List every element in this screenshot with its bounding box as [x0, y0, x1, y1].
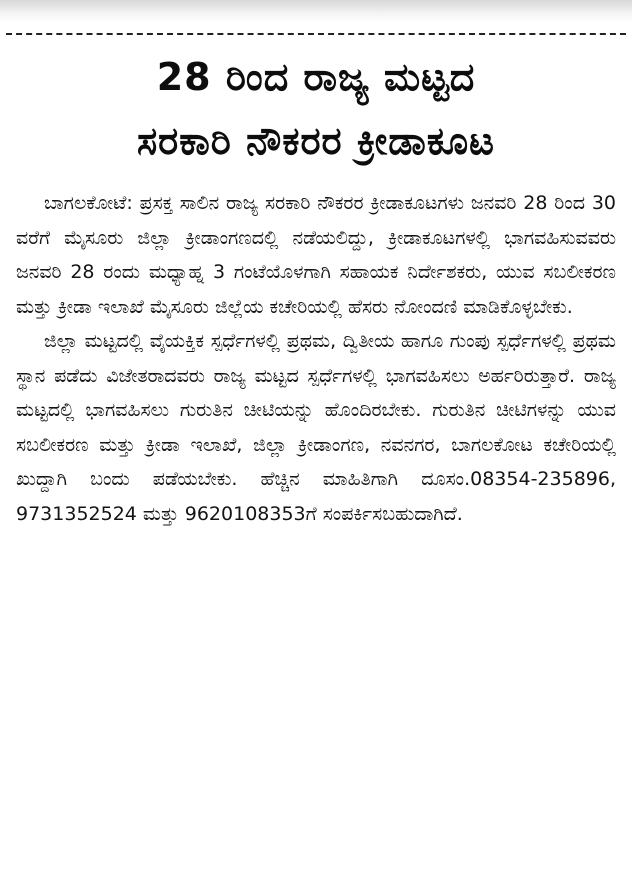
article-body: [16, 186, 616, 531]
scan-top-edge: [0, 0, 632, 22]
headline-line-1: 28 ರಿಂದ ರಾಜ್ಯ ಮಟ್ಟದ: [156, 55, 476, 99]
clipping-border-rule: [6, 33, 626, 35]
newspaper-clipping: [0, 40, 632, 876]
article-paragraph-1: ಬಾಗಲಕೋಟೆ: ಪ್ರಸಕ್ತ ಸಾಲಿನ ರಾಜ್ಯ ಸರಕಾರಿ ನೌಕರರ ಕ್ರೀಡಾಕೂಟಗಳು ಜನವರಿ 28 ರಿಂದ 30 ವರೆಗೆ ಮೈಸೂರು ಜಿಲ್ಲಾ ಕ್ರೀಡಾಂಗಣದಲ್ಲಿ ನಡೆಯಲಿದ್ದು, ಕ್ರೀಡಾಕೂಟಗಳಲ್ಲಿ ಭಾಗವಹಿಸುವವರು ಜನವರಿ 28 ರಂದು ಮಧ್ಯಾಹ್ನ 3 ಗಂಟೆಯೊಳಗಾಗಿ ಸಹಾಯಕ ನಿರ್ದೇಶಕರು, ಯುವ ಸಬಲೀಕರಣ ಮತ್ತು ಕ್ರೀಡಾ ಇಲಾಖೆ ಮೈಸೂರು ಜಿಲ್ಲೆಯ ಕಚೇರಿಯಲ್ಲಿ ಹೆಸರು ನೋಂದಣಿ ಮಾಡಿಕೊಳ್ಳಬೇಕು.: [16, 192, 616, 318]
article-paragraph-2: ಜಿಲ್ಲಾ ಮಟ್ಟದಲ್ಲಿ ವೈಯಕ್ತಿಕ ಸ್ಪರ್ಧೆಗಳಲ್ಲಿ ಪ್ರಥಮ, ದ್ವಿತೀಯ ಹಾಗೂ ಗುಂಪು ಸ್ಪರ್ಧೆಗಳಲ್ಲಿ ಪ್ರಥಮ ಸ್ಥಾನ ಪಡೆದು ವಿಜೇತರಾದವರು ರಾಜ್ಯ ಮಟ್ಟದ ಸ್ಪರ್ಧೆಗಳಲ್ಲಿ ಭಾಗವಹಿಸಲು ಅರ್ಹರಿರುತ್ತಾರೆ. ರಾಜ್ಯ ಮಟ್ಟದಲ್ಲಿ ಭಾಗವಹಿಸಲು ಗುರುತಿನ ಚೀಟಿಯನ್ನು ಹೊಂದಿರಬೇಕು. ಗುರುತಿನ ಚೀಟಿಗಳನ್ನು ಯುವ ಸಬಲೀಕರಣ ಮತ್ತು ಕ್ರೀಡಾ ಇಲಾಖೆ, ಜಿಲ್ಲಾ ಕ್ರೀಡಾಂಗಣ, ನವನಗರ, ಬಾಗಲಕೋಟ ಕಚೇರಿಯಲ್ಲಿ ಖುದ್ದಾಗಿ ಬಂದು ಪಡೆಯಬೇಕು. ಹೆಚ್ಚಿನ ಮಾಹಿತಿಗಾಗಿ ದೂಸಂ.08354-235896, 9731352524 ಮತ್ತು 9620108353ಗೆ ಸಂಪರ್ಕಿಸಬಹುದಾಗಿದೆ.: [16, 330, 616, 525]
headline-line-2: ಸರಕಾರಿ ನೌಕರರ ಕ್ರೀಡಾಕೂಟ: [137, 119, 495, 163]
